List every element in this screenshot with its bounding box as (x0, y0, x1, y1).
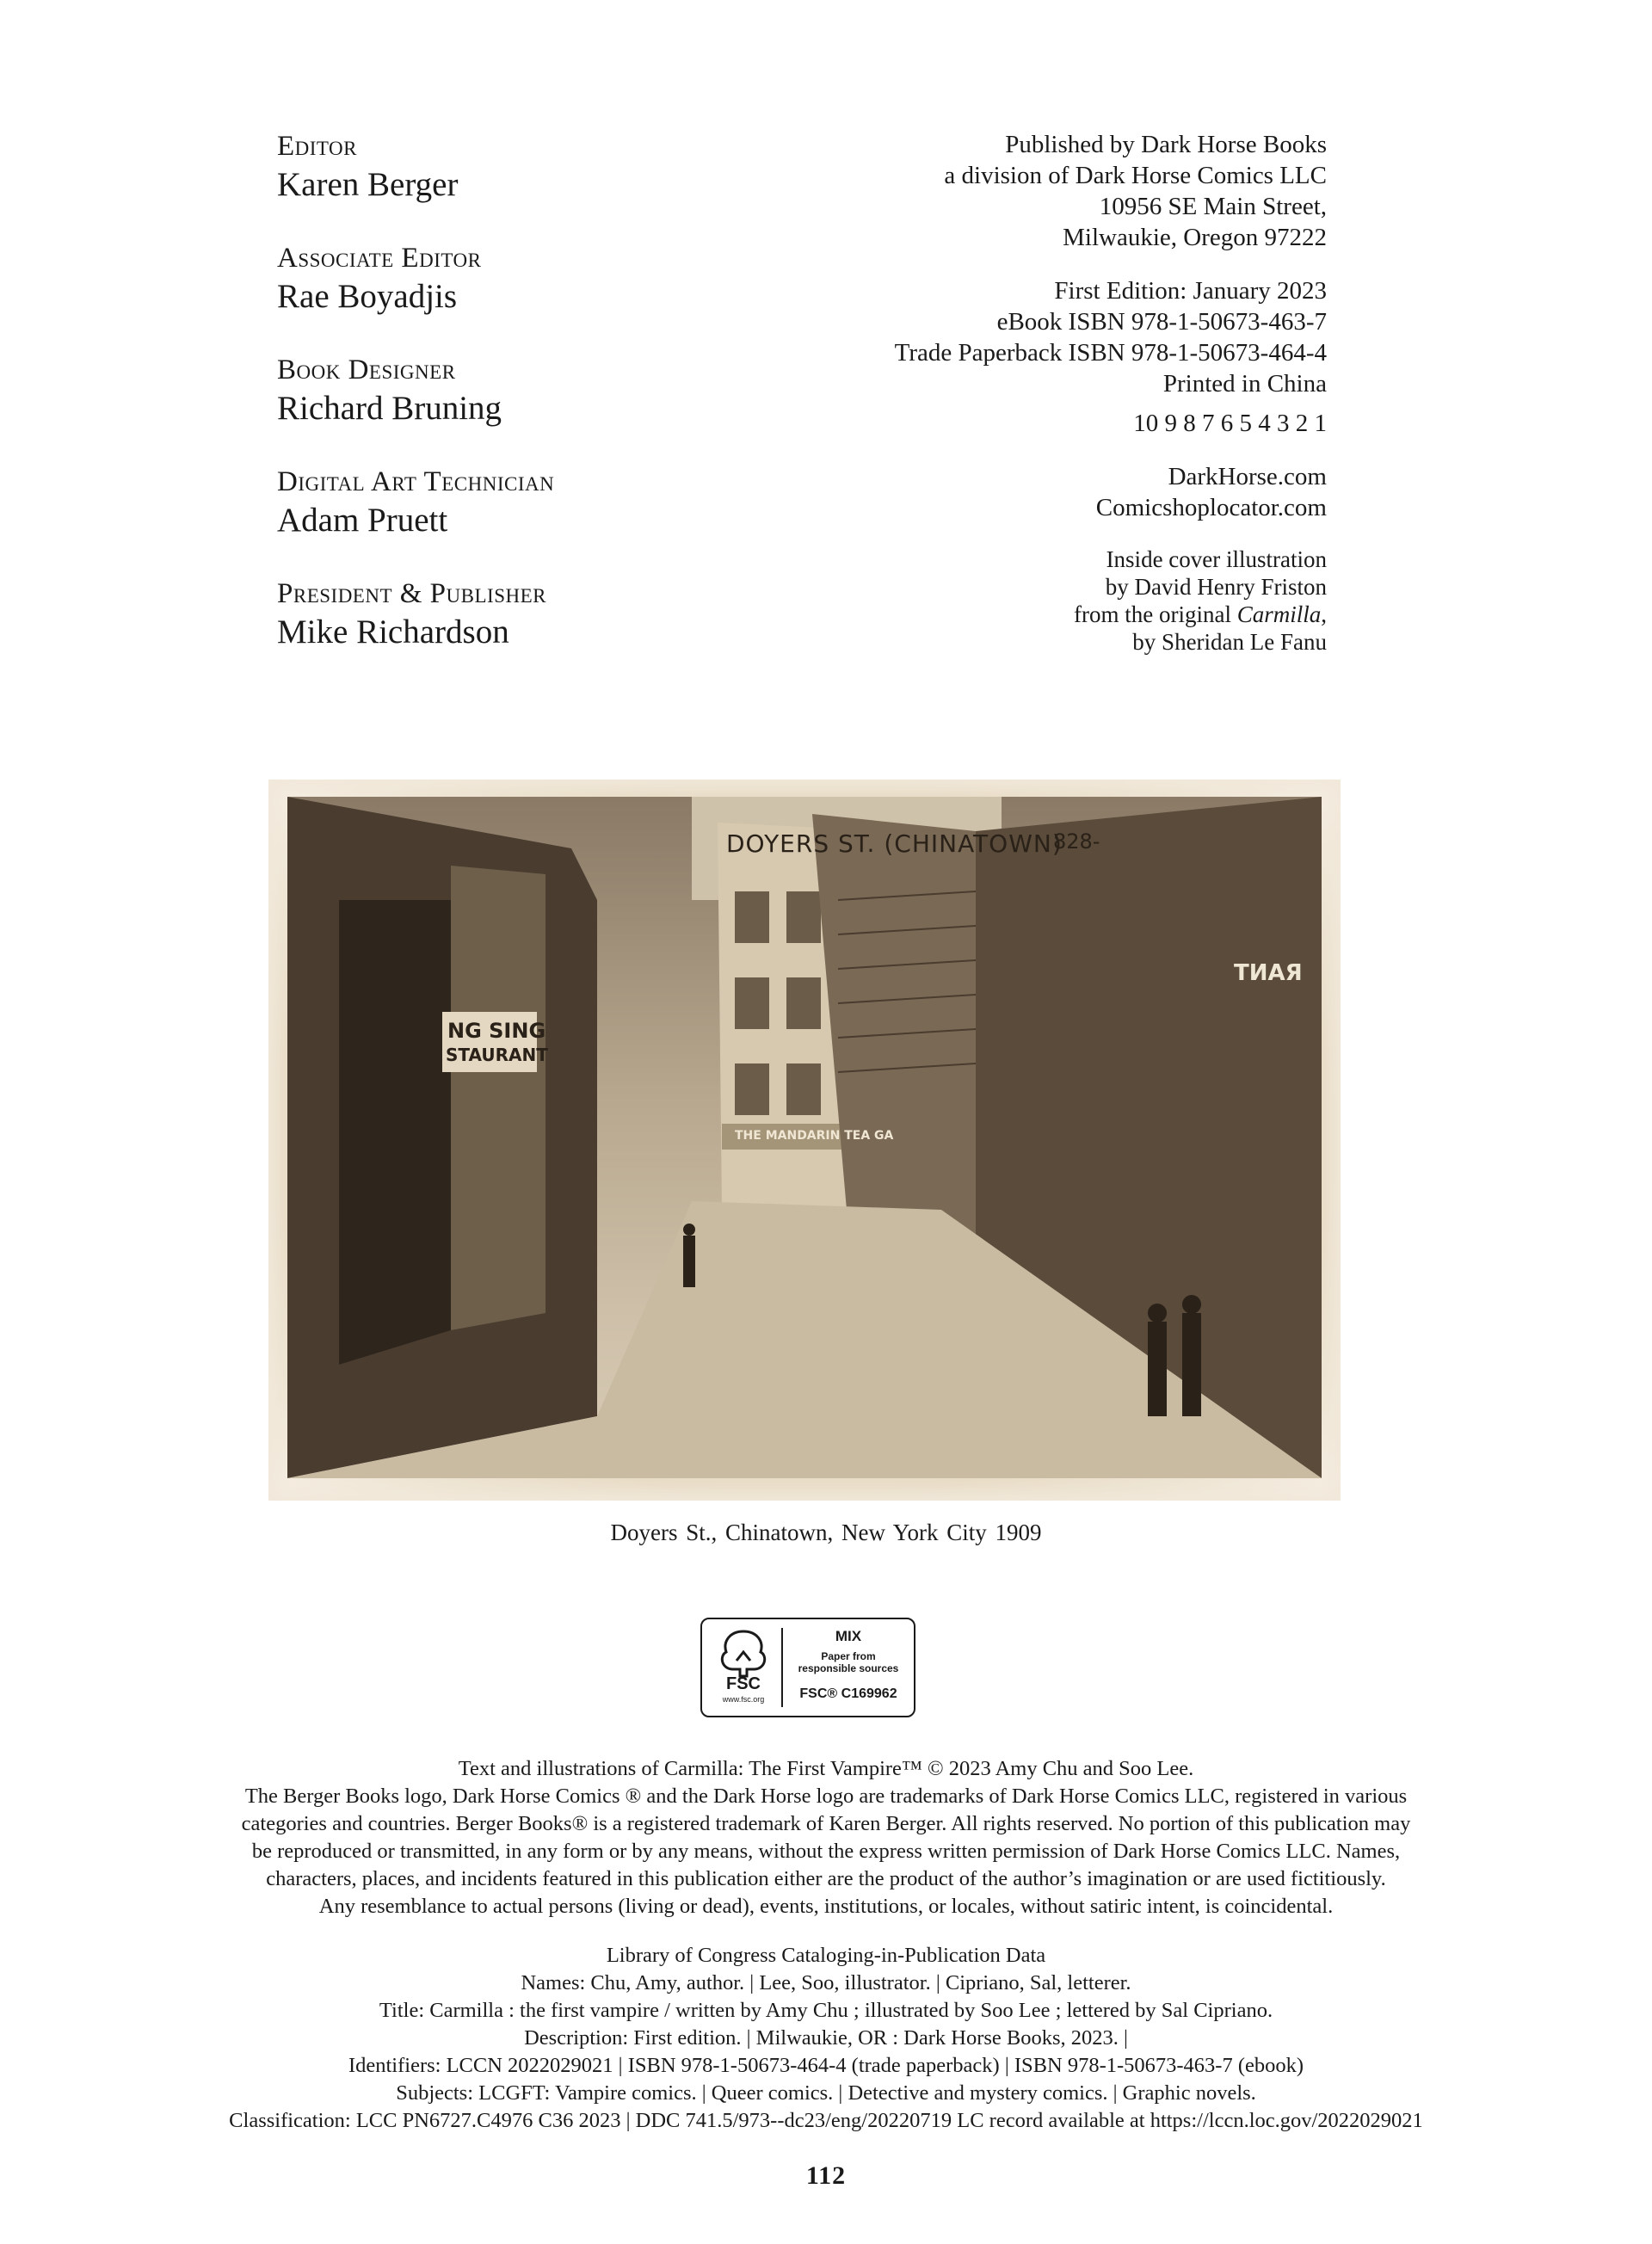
publisher-line: Milwaukie, Oregon 97222 (1063, 224, 1327, 251)
credit-role: Editor (277, 131, 358, 162)
edition-line: Trade Paperback ISBN 978-1-50673-464-4 (894, 339, 1327, 367)
left-storefront (339, 900, 451, 1365)
restaurant-sign-bottom: STAURANT (446, 1045, 548, 1065)
publisher-line: a division of Dark Horse Comics LLC (944, 162, 1327, 189)
edition-line: eBook ISBN 978-1-50673-463-7 (996, 308, 1327, 336)
publisher-line: 10956 SE Main Street, (1099, 193, 1327, 220)
fsc-description (788, 1650, 909, 1674)
fsc-url: www.fsc.org (722, 1695, 765, 1704)
credit-role: Associate Editor (277, 243, 482, 274)
publisher-info (638, 129, 1327, 678)
legal-line: The Berger Books logo, Dark Horse Comics ® and the Dark Horse logo are trademarks of Dark Horse Comics LLC, registered in various (244, 1785, 1408, 1808)
inside-cover-suffix: , (1321, 601, 1327, 627)
credit-role: President & Publisher (277, 578, 546, 609)
restaurant-sign-top: NG SING (447, 1019, 546, 1043)
left-facade (451, 866, 546, 1330)
cip-line: Identifiers: LCCN 2022029021 | ISBN 978-1-50673-464-4 (trade paperback) | ISBN 978-1-50673-463-7 (ebook) (348, 2054, 1304, 2077)
website-darkhorse[interactable]: DarkHorse.com (1168, 463, 1327, 490)
cip-line: Names: Chu, Amy, author. | Lee, Soo, illustrator. | Cipriano, Sal, letterer. (521, 1971, 1131, 1994)
publisher-line: Published by Dark Horse Books (1005, 131, 1327, 158)
publisher-address (638, 129, 1327, 253)
cip-data (138, 1942, 1514, 2135)
legal-line: Any resemblance to actual persons (living or dead), events, institutions, or locales, without satiric intent, is coincidental. (318, 1895, 1334, 1918)
legal-line: be reproduced or transmitted, in any form or by any means, without the express written permission of Dark Horse Comics LLC. Names, (251, 1840, 1401, 1863)
fsc-mark: FSC (726, 1674, 761, 1693)
page-number: 112 (805, 2161, 847, 2190)
credit-name: Richard Bruning (277, 390, 502, 427)
fsc-mix-label: MIX (835, 1628, 862, 1644)
edition-line: First Edition: January 2023 (1054, 277, 1327, 305)
photo-handwriting: DOYERS ST. (CHINATOWN) (726, 829, 1063, 858)
credit-name: Adam Pruett (277, 502, 448, 539)
cip-line: Description: First edition. | Milwaukie, OR : Dark Horse Books, 2023. | (524, 2026, 1128, 2050)
legal-line: categories and countries. Berger Books® is a registered trademark of Karen Berger. All rights reserved. No portion of this publication may (241, 1812, 1411, 1835)
cip-line: Subjects: LCGFT: Vampire comics. | Queer comics. | Detective and mystery comics. | Graphic novels. (396, 2081, 1256, 2105)
legal-line: Text and illustrations of Carmilla: The First Vampire™ © 2023 Amy Chu and Soo Lee. (458, 1757, 1194, 1780)
fsc-description-line: Paper from (821, 1650, 876, 1662)
cip-line: Title: Carmilla : the first vampire / written by Amy Chu ; illustrated by Soo Lee ; lettered by Sal Cipriano. (379, 1999, 1273, 2022)
printing-line: 10 9 8 7 6 5 4 3 2 1 (1133, 410, 1327, 437)
photo-frame (268, 780, 1341, 1501)
inside-cover-line (638, 601, 1327, 628)
fsc-code: FSC® C169962 (799, 1686, 897, 1701)
fsc-divider (781, 1628, 783, 1707)
fsc-badge (700, 1618, 915, 1717)
fsc-description-line: responsible sources (798, 1662, 899, 1674)
right-shop-sign: TИAЯ (1234, 960, 1303, 986)
cip-line: Library of Congress Cataloging-in-Publication Data (606, 1944, 1046, 1967)
legal-notice (138, 1755, 1514, 1920)
credit-name: Mike Richardson (277, 613, 509, 650)
inside-cover-line: by David Henry Friston (1105, 574, 1327, 600)
inside-cover-line: Inside cover illustration (1106, 546, 1327, 572)
inside-cover-prefix: from the original (1074, 601, 1237, 627)
edition-line: Printed in China (1162, 370, 1327, 398)
credit-role: Book Designer (277, 354, 456, 385)
credit-name: Karen Berger (277, 166, 459, 203)
photo-caption: Doyers St., Chinatown, New York City 1909 (610, 1520, 1042, 1545)
websites (638, 461, 1327, 523)
credit-name: Rae Boyadjis (277, 278, 458, 315)
photo-handwriting-number: 828- (1053, 829, 1100, 854)
doyers-street-photo (287, 797, 1322, 1478)
cip-line: Classification: LCC PN6727.C4976 C36 2023 | DDC 741.5/973--dc23/eng/20220719 LC record available at https://lccn.loc.gov/2022029021 (229, 2109, 1423, 2132)
edition-info (638, 275, 1327, 439)
inside-cover-credit (638, 546, 1327, 656)
website-comicshoplocator[interactable]: Comicshoplocator.com (1095, 494, 1327, 521)
carmilla-title: Carmilla (1236, 601, 1322, 627)
tea-garden-sign: THE MANDARIN TEA GA (735, 1129, 894, 1143)
legal-line: characters, places, and incidents featured in this publication either are the product of the author’s imagination or are used fictitiously. (266, 1867, 1386, 1890)
credit-role: Digital Art Technician (277, 466, 555, 497)
inside-cover-line: by Sheridan Le Fanu (1132, 629, 1327, 655)
